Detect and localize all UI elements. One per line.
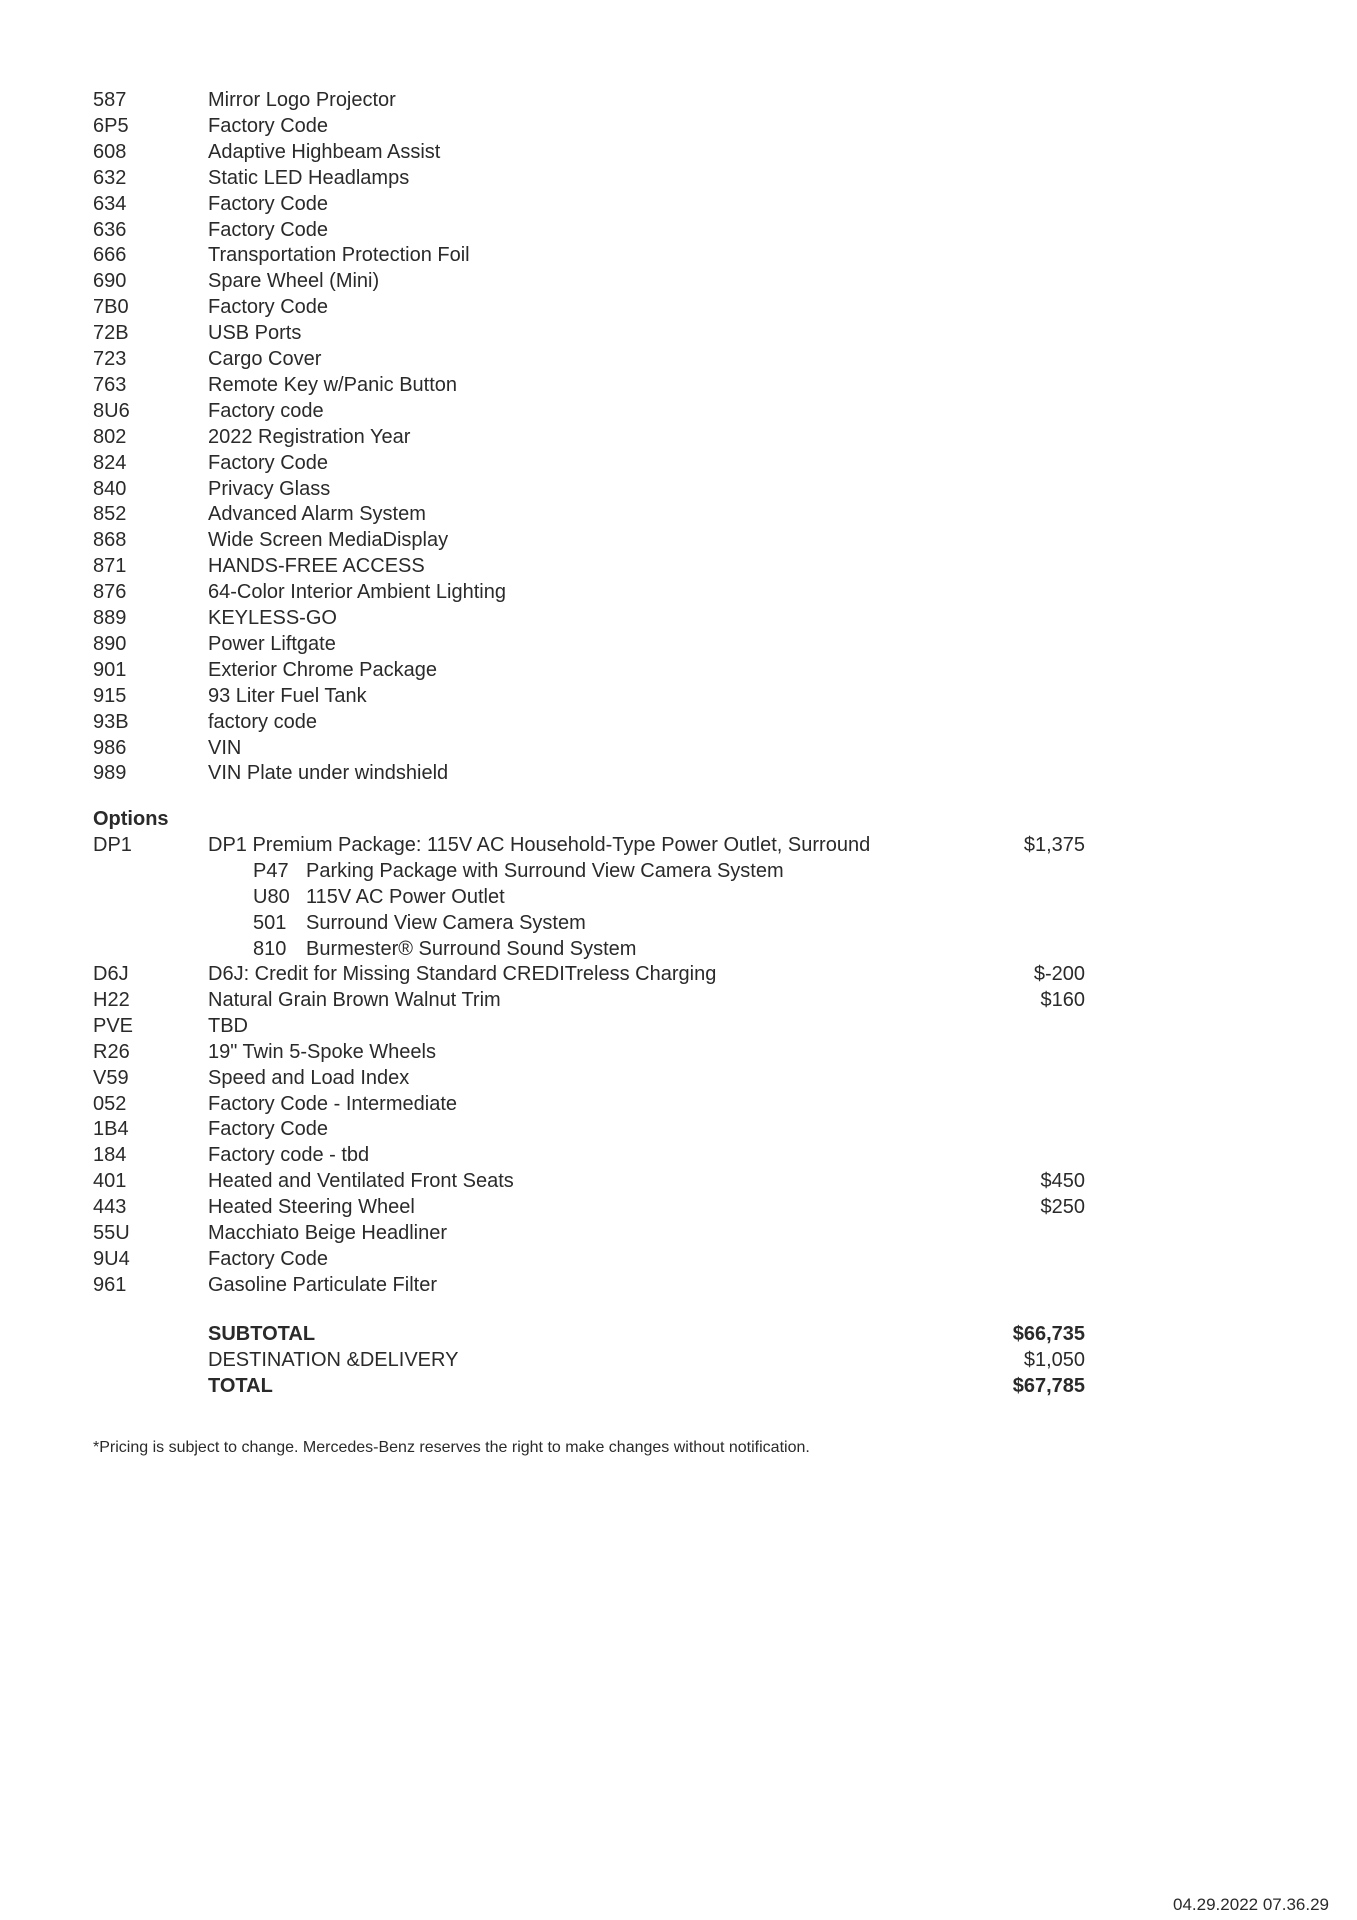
option-price: $250	[1040, 1196, 1085, 1219]
subitem-code: 810	[253, 937, 287, 960]
option-description: Heated Steering Wheel	[208, 1196, 415, 1219]
package-code: DP1	[93, 834, 132, 856]
option-code: PVE	[93, 1014, 134, 1037]
equipment-row	[0, 398, 1357, 424]
option-code: D6J	[93, 963, 129, 985]
option-description: Factory Code	[208, 1118, 329, 1141]
totals-row	[0, 1373, 1357, 1399]
equipment-row	[0, 683, 1357, 709]
subitem-code: P47	[253, 860, 289, 882]
equipment-row	[0, 631, 1357, 657]
options-heading: Options	[93, 808, 169, 830]
item-description: Adaptive Highbeam Assist	[208, 140, 441, 163]
item-code: 915	[93, 684, 127, 707]
option-row	[0, 1194, 1357, 1220]
option-row	[0, 1168, 1357, 1194]
equipment-row	[0, 553, 1357, 579]
item-description: Factory Code	[208, 192, 329, 215]
option-description: Heated and Ventilated Front Seats	[208, 1170, 514, 1193]
option-code: 052	[93, 1092, 127, 1115]
item-description: VIN	[208, 736, 242, 759]
option-description: Factory Code - Intermediate	[208, 1092, 457, 1115]
item-code: 666	[93, 244, 127, 267]
item-code: 8U6	[93, 399, 130, 422]
equipment-row	[0, 450, 1357, 476]
option-code: 443	[93, 1196, 127, 1219]
item-code: 763	[93, 373, 127, 396]
totals-row	[0, 1347, 1357, 1373]
option-row	[0, 1272, 1357, 1298]
package-subitem-row	[0, 936, 1357, 962]
subitem-code: 501	[253, 911, 287, 934]
item-description: VIN Plate under windshield	[208, 762, 449, 785]
option-description: Speed and Load Index	[208, 1066, 410, 1089]
item-code: 690	[93, 270, 127, 293]
item-code: 608	[93, 140, 127, 163]
item-description: Factory code	[208, 399, 324, 422]
item-code: 901	[93, 658, 127, 681]
option-code: V59	[93, 1066, 129, 1089]
item-description: Factory Code	[208, 218, 329, 241]
equipment-row	[0, 709, 1357, 735]
equipment-row	[0, 268, 1357, 294]
option-price: $-200	[1033, 963, 1085, 985]
equipment-row	[0, 191, 1357, 217]
item-description: Mirror Logo Projector	[208, 89, 396, 111]
option-row	[0, 1220, 1357, 1246]
equipment-row	[0, 217, 1357, 243]
equipment-row	[0, 165, 1357, 191]
option-row	[0, 1039, 1357, 1065]
item-code: 986	[93, 736, 127, 759]
equipment-row	[0, 346, 1357, 372]
totals-value: $67,785	[1012, 1374, 1085, 1397]
package-description: DP1 Premium Package: 115V AC Household-Type Power Outlet, Surround	[208, 834, 871, 856]
item-code: 634	[93, 192, 127, 215]
item-description: 64-Color Interior Ambient Lighting	[208, 581, 506, 604]
subitem-description: 115V AC Power Outlet	[306, 885, 505, 908]
package-row	[0, 832, 1357, 858]
option-row	[0, 1116, 1357, 1142]
option-description: D6J: Credit for Missing Standard CREDITreless Charging	[208, 963, 717, 985]
item-code: 72B	[93, 322, 129, 345]
option-row	[0, 1065, 1357, 1091]
item-description: 93 Liter Fuel Tank	[208, 684, 367, 707]
option-code: 184	[93, 1144, 127, 1167]
equipment-row	[0, 113, 1357, 139]
option-code: 401	[93, 1170, 127, 1193]
item-description: Exterior Chrome Package	[208, 658, 437, 681]
item-code: 890	[93, 632, 127, 655]
item-description: USB Ports	[208, 322, 302, 345]
pricing-disclaimer: *Pricing is subject to change. Mercedes-Benz reserves the right to make changes without notification.	[93, 1439, 810, 1456]
totals-value: $1,050	[1023, 1348, 1085, 1371]
option-code: R26	[93, 1040, 130, 1063]
equipment-row	[0, 372, 1357, 398]
totals-label: SUBTOTAL	[208, 1323, 316, 1345]
equipment-row	[0, 760, 1357, 786]
package-subitem-row	[0, 884, 1357, 910]
item-code: 989	[93, 762, 127, 785]
item-code: 889	[93, 607, 127, 629]
item-code: 6P5	[93, 114, 129, 137]
item-code: 852	[93, 503, 127, 526]
item-code: 871	[93, 555, 127, 578]
option-row	[0, 987, 1357, 1013]
equipment-row	[0, 242, 1357, 268]
item-description: Cargo Cover	[208, 348, 322, 370]
equipment-row	[0, 605, 1357, 631]
item-code: 868	[93, 529, 127, 552]
equipment-row	[0, 735, 1357, 761]
item-description: factory code	[208, 710, 317, 733]
package-price: $1,375	[1023, 834, 1085, 856]
equipment-row	[0, 139, 1357, 165]
subitem-description: Surround View Camera System	[306, 911, 586, 934]
option-code: 961	[93, 1273, 127, 1296]
option-price: $160	[1040, 988, 1085, 1011]
item-description: Spare Wheel (Mini)	[208, 270, 380, 293]
option-code: H22	[93, 988, 130, 1011]
equipment-row	[0, 527, 1357, 553]
option-row	[0, 1091, 1357, 1117]
package-subitem-row	[0, 910, 1357, 936]
option-description: TBD	[208, 1014, 248, 1037]
item-description: 2022 Registration Year	[208, 425, 411, 448]
option-row	[0, 1246, 1357, 1272]
equipment-row	[0, 424, 1357, 450]
item-code: 632	[93, 166, 127, 189]
equipment-row	[0, 320, 1357, 346]
option-row	[0, 1013, 1357, 1039]
totals-row	[0, 1321, 1357, 1347]
option-row	[0, 961, 1357, 987]
equipment-row	[0, 501, 1357, 527]
item-description: Factory Code	[208, 114, 329, 137]
item-code: 93B	[93, 710, 129, 733]
subitem-description: Parking Package with Surround View Camera System	[306, 860, 784, 882]
subitem-description: Burmester® Surround Sound System	[306, 937, 637, 960]
item-description: Power Liftgate	[208, 632, 336, 655]
option-description: Factory Code	[208, 1247, 329, 1270]
package-subitem-row	[0, 858, 1357, 884]
item-description: Privacy Glass	[208, 477, 331, 500]
totals-label: TOTAL	[208, 1374, 273, 1397]
option-row	[0, 1142, 1357, 1168]
equipment-row	[0, 579, 1357, 605]
option-description: 19" Twin 5-Spoke Wheels	[208, 1040, 436, 1063]
item-code: 840	[93, 477, 127, 500]
equipment-row	[0, 476, 1357, 502]
equipment-row	[0, 87, 1357, 113]
item-description: Factory Code	[208, 451, 329, 474]
totals-label: DESTINATION &DELIVERY	[208, 1348, 459, 1371]
item-description: Wide Screen MediaDisplay	[208, 529, 449, 552]
option-description: Natural Grain Brown Walnut Trim	[208, 988, 501, 1011]
option-code: 9U4	[93, 1247, 130, 1270]
item-description: KEYLESS-GO	[208, 607, 337, 629]
equipment-row	[0, 657, 1357, 683]
item-description: Static LED Headlamps	[208, 166, 410, 189]
item-code: 876	[93, 581, 127, 604]
item-description: Remote Key w/Panic Button	[208, 373, 458, 396]
item-description: Transportation Protection Foil	[208, 244, 470, 267]
item-code: 587	[93, 89, 127, 111]
option-code: 55U	[93, 1222, 130, 1244]
subitem-code: U80	[253, 885, 290, 908]
item-code: 7B0	[93, 296, 129, 319]
item-description: HANDS-FREE ACCESS	[208, 555, 425, 578]
option-code: 1B4	[93, 1118, 129, 1141]
item-description: Factory Code	[208, 296, 329, 319]
totals-value: $66,735	[1012, 1323, 1085, 1345]
option-description: Macchiato Beige Headliner	[208, 1222, 448, 1244]
item-description: Advanced Alarm System	[208, 503, 426, 526]
item-code: 723	[93, 348, 127, 370]
item-code: 636	[93, 218, 127, 241]
item-code: 824	[93, 451, 127, 474]
equipment-row	[0, 294, 1357, 320]
option-description: Gasoline Particulate Filter	[208, 1273, 437, 1296]
item-code: 802	[93, 425, 127, 448]
option-price: $450	[1040, 1170, 1085, 1193]
print-timestamp: 04.29.2022 07.36.29	[1173, 1895, 1329, 1914]
option-description: Factory code - tbd	[208, 1144, 370, 1167]
